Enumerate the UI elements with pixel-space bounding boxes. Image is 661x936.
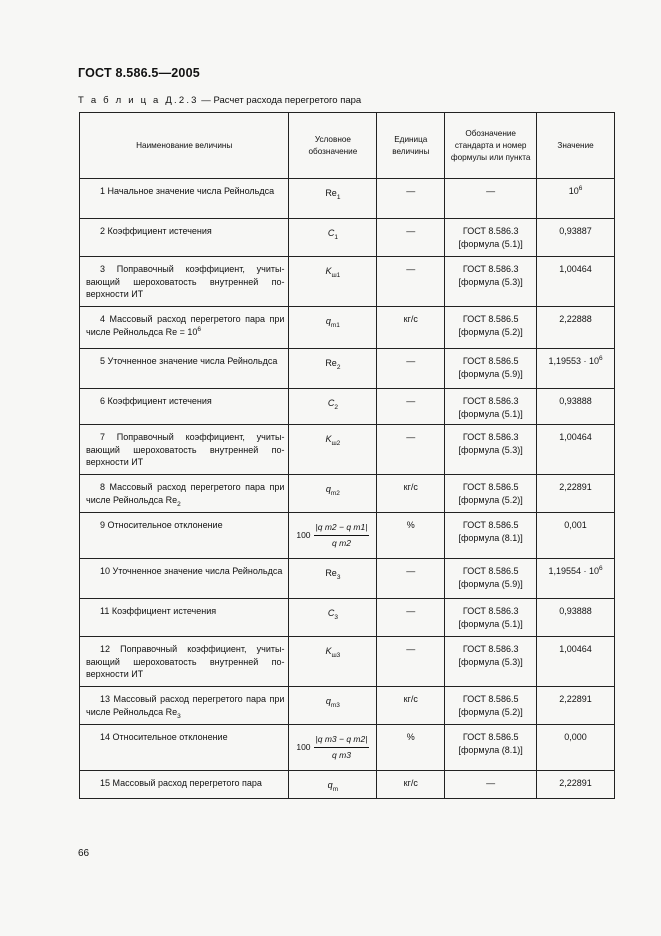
- row-unit: %: [377, 725, 445, 771]
- symbol-sub: 2: [336, 363, 341, 371]
- reference-standard: ГОСТ 8.586.5: [462, 732, 519, 742]
- row-symbol: [289, 349, 377, 389]
- row-unit: —: [377, 257, 445, 307]
- row-name-sup: 6: [197, 325, 201, 333]
- row-symbol: [289, 425, 377, 475]
- row-reference: [445, 637, 537, 687]
- row-name-text: 13 Массовый расход перегретого пара при числе Рейнольдса Re: [86, 694, 285, 717]
- header-standard: Обозначение стандарта и номер формулы или пункта: [445, 113, 537, 179]
- symbol-sub: 1: [336, 193, 341, 201]
- table-row: [80, 389, 615, 425]
- reference-standard: ГОСТ 8.586.3: [462, 226, 519, 236]
- row-unit: —: [377, 425, 445, 475]
- symbol-base: q: [325, 696, 331, 706]
- reference-standard: —: [486, 778, 496, 788]
- value-sup: 6: [599, 565, 603, 572]
- symbol-sub: m1: [330, 321, 340, 329]
- reference-standard: ГОСТ 8.586.3: [462, 606, 519, 616]
- row-name-text: 1 Начальное значение числа Рейнольдса: [100, 186, 275, 196]
- value-base: 1,00464: [559, 644, 592, 654]
- row-symbol: [289, 475, 377, 513]
- table-row: [80, 725, 615, 771]
- row-value: [537, 771, 615, 799]
- row-name-text: 5 Уточненное значение числа Рейнольдса: [100, 356, 278, 366]
- reference-formula: [формула (5.2)]: [458, 494, 523, 505]
- row-symbol: [289, 599, 377, 637]
- deviation-formula: [296, 733, 369, 761]
- row-unit: —: [377, 637, 445, 687]
- row-reference: [445, 513, 537, 559]
- reference-standard: ГОСТ 8.586.3: [462, 264, 519, 274]
- table-row: [80, 257, 615, 307]
- row-unit: —: [377, 559, 445, 599]
- table-row: [80, 179, 615, 219]
- symbol-base: q: [325, 484, 331, 494]
- row-symbol: [289, 513, 377, 559]
- row-reference: [445, 425, 537, 475]
- row-value: [537, 687, 615, 725]
- table-body: [80, 179, 615, 799]
- row-name: [80, 307, 289, 349]
- table-row: [80, 599, 615, 637]
- row-name-text: 14 Относительное отклонение: [100, 732, 228, 742]
- row-value: [537, 425, 615, 475]
- value-base: 1,00464: [559, 264, 592, 274]
- row-reference: [445, 771, 537, 799]
- deviation-formula: [296, 521, 369, 549]
- row-value: [537, 389, 615, 425]
- symbol-base: C: [327, 608, 335, 618]
- value-base: 1,00464: [559, 432, 592, 442]
- row-name: [80, 349, 289, 389]
- row-unit: —: [377, 349, 445, 389]
- row-reference: [445, 475, 537, 513]
- row-name-sub: 3: [177, 712, 181, 720]
- row-unit: —: [377, 389, 445, 425]
- value-base: 0,93888: [559, 606, 592, 616]
- row-name: [80, 513, 289, 559]
- symbol-sub: ш3: [331, 651, 341, 659]
- row-reference: [445, 389, 537, 425]
- formula-denominator: q m2: [332, 537, 351, 548]
- value-sup: 6: [599, 355, 603, 362]
- row-name-text: 9 Относительное отклонение: [100, 520, 223, 530]
- table-row: [80, 771, 615, 799]
- row-symbol: [289, 389, 377, 425]
- row-reference: [445, 687, 537, 725]
- row-value: [537, 219, 615, 257]
- formula-denominator: q m3: [332, 749, 351, 760]
- reference-formula: [формула (5.3)]: [458, 444, 523, 455]
- symbol-base: Re: [325, 188, 337, 198]
- symbol-sub: 3: [336, 573, 341, 581]
- row-reference: [445, 179, 537, 219]
- symbol-sub: 2: [334, 403, 338, 411]
- table-row: [80, 637, 615, 687]
- row-value: [537, 179, 615, 219]
- reference-standard: ГОСТ 8.586.5: [462, 694, 519, 704]
- symbol-base: Re: [325, 568, 337, 578]
- table-caption: [78, 95, 361, 106]
- table-header-row: [80, 113, 615, 179]
- document-code: ГОСТ 8.586.5—2005: [78, 66, 200, 80]
- symbol-base: C: [327, 398, 335, 408]
- formula-numerator: |q m2 − q m1|: [314, 521, 370, 536]
- row-reference: [445, 725, 537, 771]
- value-base: 0,93887: [559, 226, 592, 236]
- symbol-base: q: [325, 316, 331, 326]
- row-name: [80, 219, 289, 257]
- reference-standard: ГОСТ 8.586.3: [462, 396, 519, 406]
- symbol-sub: 3: [334, 613, 338, 621]
- row-name: [80, 257, 289, 307]
- row-reference: [445, 599, 537, 637]
- value-base: 10: [568, 186, 579, 196]
- row-symbol: [289, 307, 377, 349]
- row-reference: [445, 257, 537, 307]
- symbol-sub: m: [332, 785, 339, 793]
- row-value: [537, 349, 615, 389]
- row-unit: кг/с: [377, 475, 445, 513]
- reference-formula: [формула (5.9)]: [458, 578, 523, 589]
- row-name-text: 4 Массовый расход перегретого пара при числе Рейнольдса Re = 10: [86, 314, 285, 337]
- symbol-sub: m3: [330, 701, 340, 709]
- value-base: 1,19553 · 10: [548, 356, 599, 366]
- row-symbol: [289, 559, 377, 599]
- row-value: [537, 307, 615, 349]
- row-name: [80, 725, 289, 771]
- row-name-text: 6 Коэффициент истечения: [100, 396, 212, 406]
- header-unit: Единица величины: [377, 113, 445, 179]
- row-value: [537, 475, 615, 513]
- reference-formula: [формула (5.9)]: [458, 368, 523, 379]
- calculation-table: [79, 112, 615, 799]
- symbol-sub: m2: [330, 489, 340, 497]
- symbol-sub: ш2: [331, 439, 341, 447]
- row-name: [80, 559, 289, 599]
- symbol-base: q: [327, 780, 333, 790]
- row-name-text: 7 Поправочный коэффициент, учитывающий шероховатость внутренней поверхности ИТ: [86, 432, 285, 467]
- row-name: [80, 425, 289, 475]
- value-base: 0,93888: [559, 396, 592, 406]
- row-name-text: 2 Коэффициент истечения: [100, 226, 212, 236]
- reference-standard: ГОСТ 8.586.5: [462, 520, 519, 530]
- reference-formula: [формула (8.1)]: [458, 532, 523, 543]
- reference-formula: [формула (8.1)]: [458, 744, 523, 755]
- table-row: [80, 219, 615, 257]
- symbol-sub: 1: [334, 233, 338, 241]
- row-value: [537, 599, 615, 637]
- table-row: [80, 687, 615, 725]
- reference-formula: [формула (5.2)]: [458, 706, 523, 717]
- row-name-text: 11 Коэффициент истечения: [100, 606, 217, 616]
- reference-formula: [формула (5.1)]: [458, 408, 523, 419]
- row-reference: [445, 307, 537, 349]
- reference-standard: —: [486, 186, 496, 196]
- reference-formula: [формула (5.3)]: [458, 276, 523, 287]
- reference-formula: [формула (5.1)]: [458, 618, 523, 629]
- value-base: 2,22891: [559, 778, 592, 788]
- value-base: 0,000: [564, 732, 587, 742]
- row-symbol: [289, 179, 377, 219]
- reference-formula: [формула (5.3)]: [458, 656, 523, 667]
- value-base: 2,22891: [559, 482, 592, 492]
- row-name: [80, 637, 289, 687]
- symbol-base: K: [325, 434, 332, 444]
- formula-numerator: |q m3 − q m2|: [314, 733, 370, 748]
- row-value: [537, 513, 615, 559]
- row-unit: %: [377, 513, 445, 559]
- row-symbol: [289, 771, 377, 799]
- table-row: [80, 349, 615, 389]
- table-row: [80, 513, 615, 559]
- symbol-base: C: [327, 228, 335, 238]
- row-name-text: 10 Уточненное значение числа Рейнольдса: [100, 566, 283, 576]
- row-unit: —: [377, 219, 445, 257]
- symbol-base: K: [325, 646, 332, 656]
- row-name: [80, 687, 289, 725]
- value-base: 0,001: [564, 520, 587, 530]
- reference-standard: ГОСТ 8.586.5: [462, 356, 519, 366]
- row-name-sub: 2: [177, 500, 181, 508]
- row-name-text: 8 Массовый расход перегретого пара при числе Рейнольдса Re: [86, 482, 285, 505]
- formula-coef: 100: [296, 741, 311, 752]
- row-symbol: [289, 219, 377, 257]
- row-name-text: 15 Массовый расход перегретого пара: [100, 778, 262, 788]
- reference-standard: ГОСТ 8.586.5: [462, 482, 519, 492]
- row-reference: [445, 219, 537, 257]
- reference-standard: ГОСТ 8.586.3: [462, 432, 519, 442]
- row-reference: [445, 349, 537, 389]
- row-symbol: [289, 637, 377, 687]
- page-number: 66: [78, 848, 90, 859]
- row-unit: —: [377, 599, 445, 637]
- row-name: [80, 179, 289, 219]
- row-name: [80, 389, 289, 425]
- reference-standard: ГОСТ 8.586.5: [462, 566, 519, 576]
- symbol-base: K: [325, 266, 332, 276]
- row-symbol: [289, 687, 377, 725]
- formula-coef: 100: [296, 529, 311, 540]
- row-value: [537, 559, 615, 599]
- value-base: 2,22888: [559, 314, 592, 324]
- symbol-base: Re: [325, 358, 337, 368]
- table-caption-label: Т а б л и ц а Д.2.3: [78, 95, 199, 106]
- row-unit: кг/с: [377, 687, 445, 725]
- row-reference: [445, 559, 537, 599]
- table-row: [80, 559, 615, 599]
- row-name: [80, 475, 289, 513]
- table-caption-title: — Расчет расхода перегретого пара: [198, 95, 362, 106]
- table-row: [80, 425, 615, 475]
- reference-standard: ГОСТ 8.586.5: [462, 314, 519, 324]
- reference-standard: ГОСТ 8.586.3: [462, 644, 519, 654]
- row-name-text: 12 Поправочный коэффициент, учитывающий шероховатость внутренней поверхности ИТ: [86, 644, 285, 679]
- header-symbol: Условное обозначение: [289, 113, 377, 179]
- row-unit: —: [377, 179, 445, 219]
- row-name-text: 3 Поправочный коэффициент, учитывающий шероховатость внутренней поверхности ИТ: [86, 264, 285, 299]
- row-unit: кг/с: [377, 771, 445, 799]
- reference-formula: [формула (5.2)]: [458, 326, 523, 337]
- reference-formula: [формула (5.1)]: [458, 238, 523, 249]
- symbol-sub: ш1: [331, 271, 341, 279]
- table-row: [80, 307, 615, 349]
- row-value: [537, 637, 615, 687]
- row-name: [80, 771, 289, 799]
- row-unit: кг/с: [377, 307, 445, 349]
- value-base: 2,22891: [559, 694, 592, 704]
- value-sup: 6: [578, 185, 583, 192]
- header-value: Значение: [537, 113, 615, 179]
- row-name: [80, 599, 289, 637]
- header-name: Наименование величины: [80, 113, 289, 179]
- table-row: [80, 475, 615, 513]
- row-value: [537, 257, 615, 307]
- row-symbol: [289, 257, 377, 307]
- row-symbol: [289, 725, 377, 771]
- value-base: 1,19554 · 10: [548, 566, 599, 576]
- row-value: [537, 725, 615, 771]
